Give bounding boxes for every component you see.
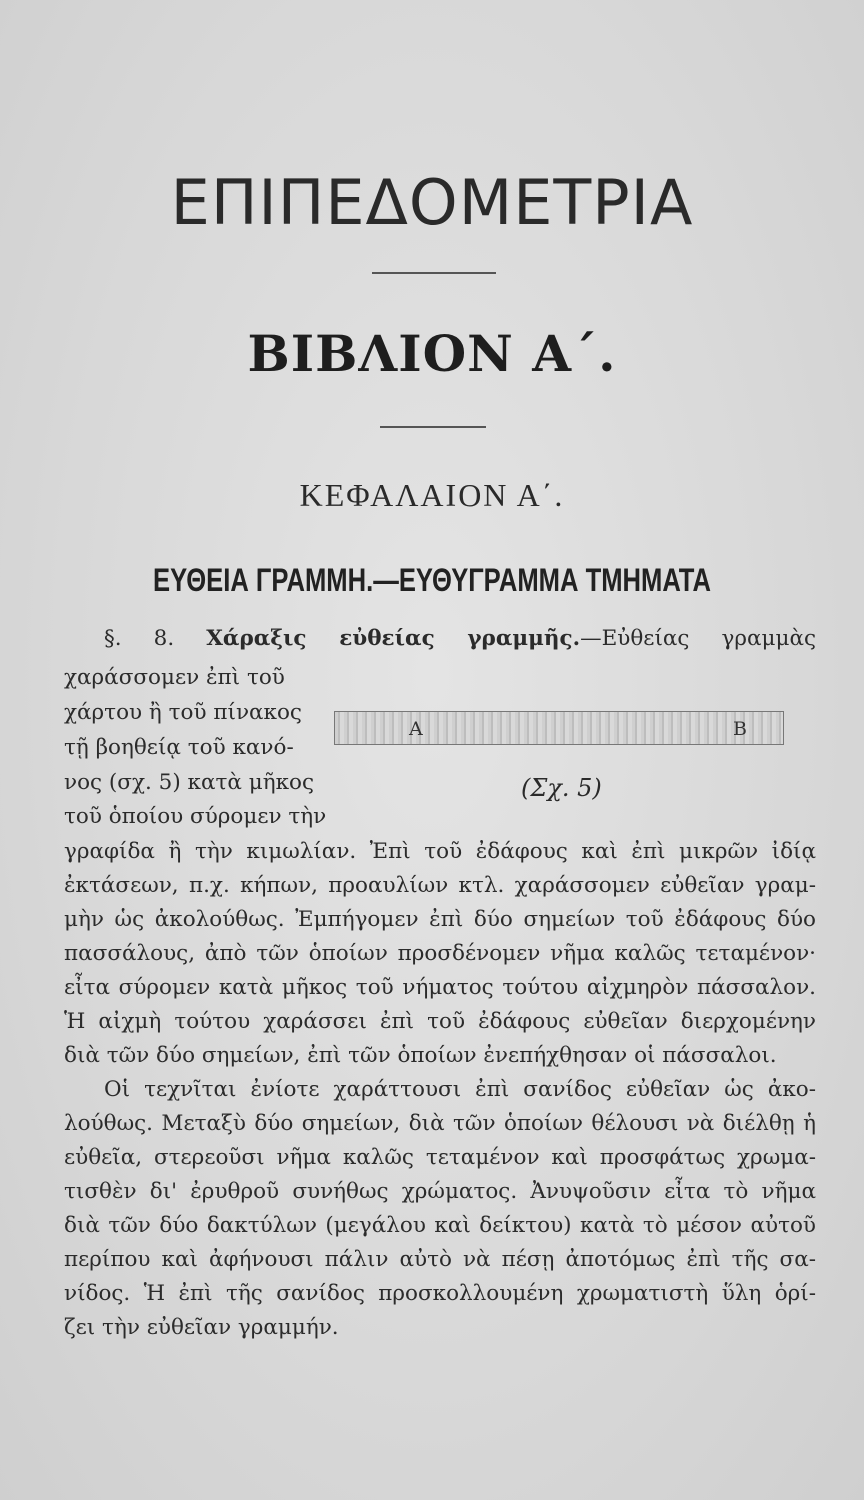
divider-top: [372, 272, 496, 274]
section-mark: §. 8.: [104, 626, 175, 651]
section-heading: Χάραξις εὐθείας γραμμῆς.: [206, 626, 581, 651]
main-title: ΕΠΙΠΕΔΟΜΕΤΡΙΑ: [170, 166, 694, 239]
section-title: ΕΥΘΕΙΑ ΓΡΑΜΜΗ.—ΕΥΘΥΓΡΑΜΜΑ ΤΜΗΜΑΤΑ: [153, 562, 711, 598]
point-b-label: Β: [733, 718, 747, 740]
text-line: εἶτα σύρομεν κατὰ μῆκος τοῦ νήματος τούτου αἰχμηρὸν πάσσαλον.: [64, 975, 816, 1000]
text-line: νος (σχ. 5) κατὰ μῆκος: [64, 770, 315, 795]
divider-bottom: [380, 426, 486, 428]
text-line: τισθὲν δι' ἐρυθροῦ συνήθως χρώματος. Ἀνυψοῦσιν εἶτα τὸ νῆμα: [64, 1179, 816, 1204]
text-line: τῇ βοηθείᾳ τοῦ κανό-: [64, 735, 294, 760]
text-line: γραφίδα ἢ τὴν κιμωλίαν. Ἐπὶ τοῦ ἐδάφους καὶ ἐπὶ μικρῶν ἰδίᾳ: [64, 839, 816, 864]
text-line: διὰ τῶν δύο δακτύλων (μεγάλου καὶ δείκτου) κατὰ τὸ μέσον αὐτοῦ: [64, 1213, 816, 1238]
text-line: περίπου καὶ ἀφήνουσι πάλιν αὐτὸ νὰ πέσῃ ἀποτόμως ἐπὶ τῆς σα-: [64, 1247, 816, 1272]
text-line: Οἱ τεχνῖται ἐνίοτε χαράττουσι ἐπὶ σανίδος εὐθεῖαν ὡς ἀκο-: [104, 1077, 816, 1102]
chapter-title: ΚΕΦΑΛΑΙΟΝ Α΄.: [299, 477, 565, 513]
book-title: ΒΙΒΛΙΟΝ Α΄.: [247, 324, 617, 383]
text-line: μὴν ὡς ἀκολούθως. Ἐμπήγομεν ἐπὶ δύο σημείων τοῦ ἐδάφους δύο: [64, 907, 816, 932]
text-line: πασσάλους, ἀπὸ τῶν ὁποίων προσδένομεν νῆμα καλῶς τεταμένον·: [64, 941, 816, 966]
text-line: νίδος. Ἡ ἐπὶ τῆς σανίδος προσκολλουμένη χρωματιστὴ ὕλη ὁρί-: [64, 1281, 816, 1306]
figure-caption: (Σχ. 5): [521, 774, 602, 802]
paragraph1-first-line: [104, 628, 816, 650]
text-line: ἐκτάσεων, π.χ. κήπων, προαυλίων κτλ. χαράσσομεν εὐθεῖαν γραμ-: [64, 873, 816, 898]
text-line: ζει τὴν εὐθεῖαν γραμμήν.: [64, 1315, 339, 1340]
text-line: λούθως. Μεταξὺ δύο σημείων, διὰ τῶν ὁποίων θέλουσι νὰ διέλθῃ ἡ: [64, 1111, 816, 1136]
text-line: χάρτου ἢ τοῦ πίνακος: [64, 700, 302, 725]
text-line: τοῦ ὁποίου σύρομεν τὴν: [64, 804, 327, 829]
paragraph1-line1-rest: —Εὐθείας γραμμὰς: [580, 626, 816, 651]
text-line: Ἡ αἰχμὴ τούτου χαράσσει ἐπὶ τοῦ ἐδάφους εὐθεῖαν διερχομένην: [64, 1009, 816, 1034]
text-line: διὰ τῶν δύο σημείων, ἐπὶ τῶν ὁποίων ἐνεπήχθησαν οἱ πάσσαλοι.: [64, 1043, 777, 1068]
text-line: εὐθεῖα, στερεοῦσι νῆμα καλῶς τεταμένον καὶ προσφάτως χρωμα-: [64, 1145, 816, 1170]
text-line: χαράσσομεν ἐπὶ τοῦ: [64, 665, 285, 690]
point-a-label: Α: [409, 718, 423, 740]
ruler-figure: [334, 711, 784, 745]
